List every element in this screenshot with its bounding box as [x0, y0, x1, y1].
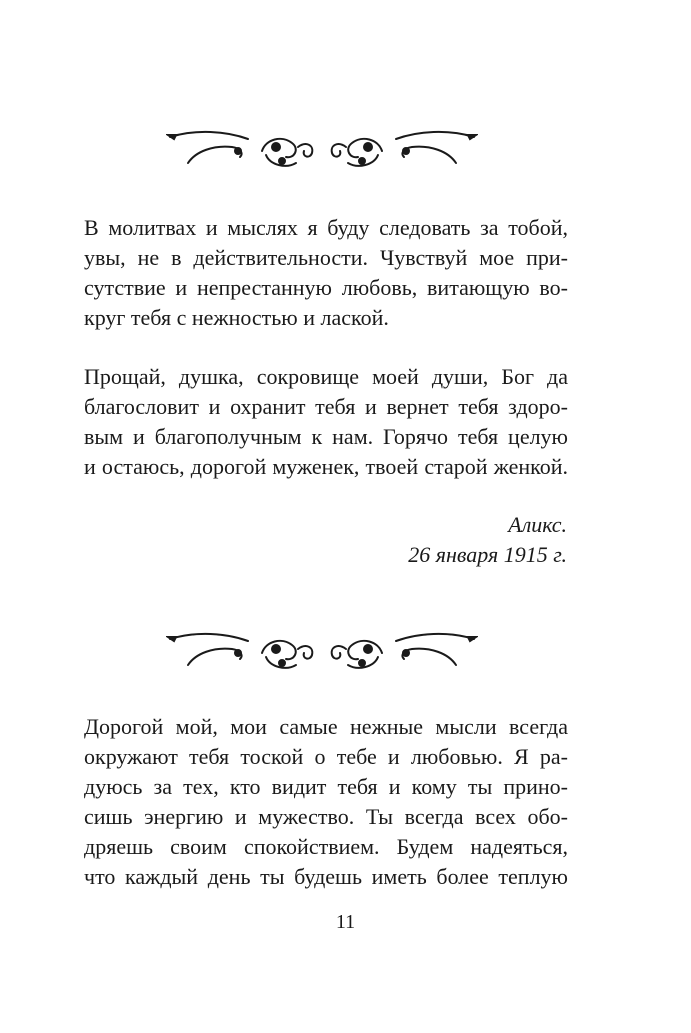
floral-divider-icon: [166, 627, 478, 675]
text-line: В молитвах и мыслях я буду следовать за тобой,: [84, 215, 568, 240]
text-line: благословит и охранит тебя и вернет тебя здоро-: [84, 394, 568, 419]
letter1-paragraph2: [84, 362, 568, 482]
text-line: окружают тебя тоской о тебе и любовью. Я ра-: [84, 744, 568, 769]
text-line: дряешь своим спокойствием. Будем надеяться,: [84, 834, 568, 859]
letter-signature: Аликс.: [508, 512, 567, 537]
text-line: и остаюсь, дорогой муженек, твоей старой женкой.: [84, 454, 568, 479]
text-line: вым и благополучным к нам. Горячо тебя целую: [84, 424, 568, 449]
text-line: сишь энергию и мужество. Ты всегда всех обо-: [84, 804, 568, 829]
text-line: Дорогой мой, мои самые нежные мысли всегда: [84, 714, 568, 739]
page-number: 11: [335, 911, 356, 933]
text-line: что каждый день ты будешь иметь более теплую: [84, 864, 568, 889]
letter2-paragraph1: [84, 712, 568, 892]
letter-date: 26 января 1915 г.: [408, 542, 567, 567]
text-line: дуюсь за тех, кто видит тебя и кому ты прино-: [84, 774, 568, 799]
letter1-paragraph1: [84, 213, 568, 333]
text-line: сутствие и непрестанную любовь, витающую во-: [84, 275, 568, 300]
text-line: круг тебя с нежностью и лаской.: [84, 305, 389, 330]
floral-divider-icon: [166, 125, 478, 173]
text-line: увы, не в действительности. Чувствуй мое при-: [84, 245, 568, 270]
text-line: Прощай, душка, сокровище моей души, Бог да: [84, 364, 568, 389]
